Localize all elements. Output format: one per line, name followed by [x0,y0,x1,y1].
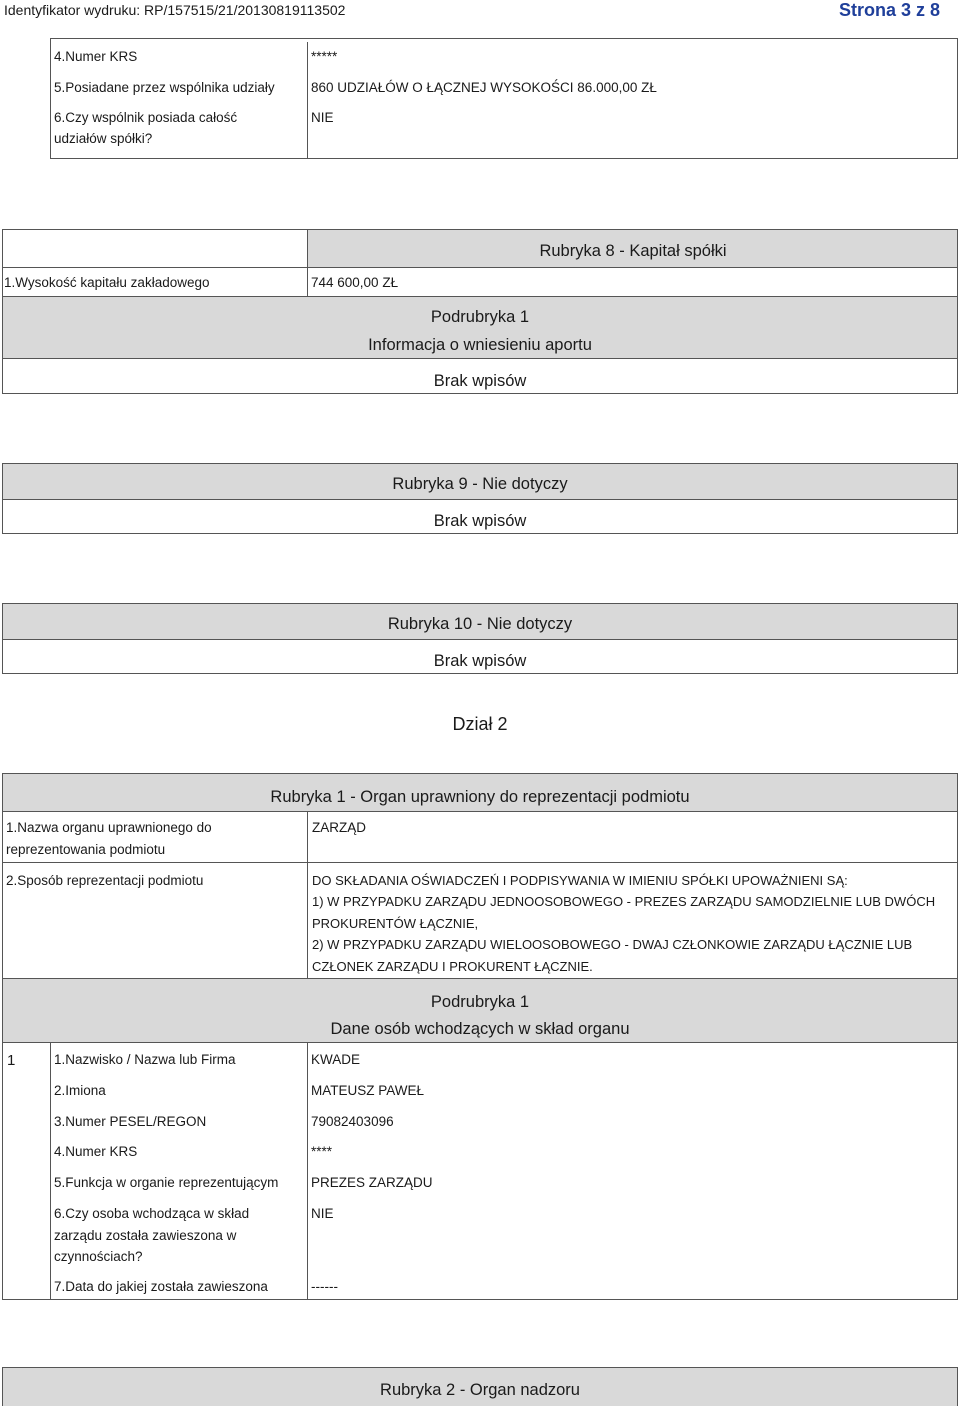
person-function-label: 5.Funkcja w organie reprezentującym [54,1175,279,1190]
person-names-label: 2.Imiona [54,1083,106,1098]
capital-label: 1.Wysokość kapitału zakładowego [4,275,210,290]
person-pesel-value: 79082403096 [311,1114,394,1129]
person-suspended-label-1: 6.Czy osoba wchodząca w skład [54,1206,250,1221]
person-suspension-date-value: ------ [311,1279,338,1294]
d2-sub-subtitle: Dane osób wchodzących w skład organu [330,1020,630,1038]
person-krs-value: **** [311,1144,333,1159]
person-suspended-label-3: czynnościach? [54,1249,143,1264]
organ-name-value: ZARZĄD [312,820,366,835]
representation-line-5: CZŁONEK ZARZĄDU I PROKURENT ŁĄCZNIE. [312,959,593,974]
person-surname-value: KWADE [311,1052,361,1067]
partner-shares-value: 860 UDZIAŁÓW O ŁĄCZNEJ WYSOKOŚCI 86.000,00 ZŁ [311,80,657,95]
partner-shares-label: 5.Posiadane przez wspólnika udziały [54,80,275,95]
person-names-value: MATEUSZ PAWEŁ [311,1083,425,1098]
partner-whole-value: NIE [311,110,334,125]
person-suspension-date-label: 7.Data do jakiej została zawieszona [54,1279,268,1294]
capital-value: 744 600,00 ZŁ [311,275,399,290]
rubryka-9-empty: Brak wpisów [433,512,527,530]
person-surname-label: 1.Nazwisko / Nazwa lub Firma [54,1052,236,1067]
d2-rubryka-2-title: Rubryka 2 - Organ nadzoru [380,1381,580,1399]
rubryka-8-sub-subtitle: Informacja o wniesieniu aportu [368,336,592,354]
dzial-2-title: Dział 2 [452,714,508,734]
organ-name-label-1: 1.Nazwa organu uprawnionego do [6,820,212,835]
partner-krs-value: ***** [311,49,338,64]
partner-whole-label-1: 6.Czy wspólnik posiada całość [54,110,238,125]
person-suspended-label-2: zarządu została zawieszona w [54,1228,237,1243]
d2-rubryka-1-title: Rubryka 1 - Organ uprawniony do reprezentacji podmiotu [270,788,690,806]
person-pesel-label: 3.Numer PESEL/REGON [54,1114,207,1129]
rubryka-8-empty: Brak wpisów [433,372,527,390]
page-number: Strona 3 z 8 [838,0,940,20]
representation-line-1: DO SKŁADANIA OŚWIADCZEŃ I PODPISYWANIA W IMIENIU SPÓŁKI UPOWAŻNIENI SĄ: [312,873,848,888]
d2-sub-title: Podrubryka 1 [430,993,530,1011]
partner-whole-label-2: udziałów spółki? [54,131,153,146]
rubryka-10-title: Rubryka 10 - Nie dotyczy [387,615,573,633]
representation-label: 2.Sposób reprezentacji podmiotu [6,873,204,888]
partner-krs-label: 4.Numer KRS [54,49,138,64]
print-identifier: Identyfikator wydruku: RP/157515/21/20130819113502 [4,2,346,18]
organ-name-label-2: reprezentowania podmiotu [6,842,166,857]
person-function-value: PREZES ZARZĄDU [311,1175,433,1190]
rubryka-8-sub-title: Podrubryka 1 [430,308,530,326]
person-suspended-value: NIE [311,1206,334,1221]
person-index: 1 [7,1052,16,1069]
representation-line-3: PROKURENTÓW ŁĄCZNIE, [312,916,479,931]
representation-line-2: 1) W PRZYPADKU ZARZĄDU JEDNOOSOBOWEGO - PREZES ZARZĄDU SAMODZIELNIE LUB DWÓCH [312,894,936,909]
rubryka-9-title: Rubryka 9 - Nie dotyczy [392,475,568,493]
representation-line-4: 2) W PRZYPADKU ZARZĄDU WIELOOSOBOWEGO - DWAJ CZŁONKOWIE ZARZĄDU ŁĄCZNIE LUB [312,937,913,952]
rubryka-10-empty: Brak wpisów [433,652,527,670]
rubryka-8-title: Rubryka 8 - Kapitał spółki [539,242,727,260]
person-krs-label: 4.Numer KRS [54,1144,138,1159]
